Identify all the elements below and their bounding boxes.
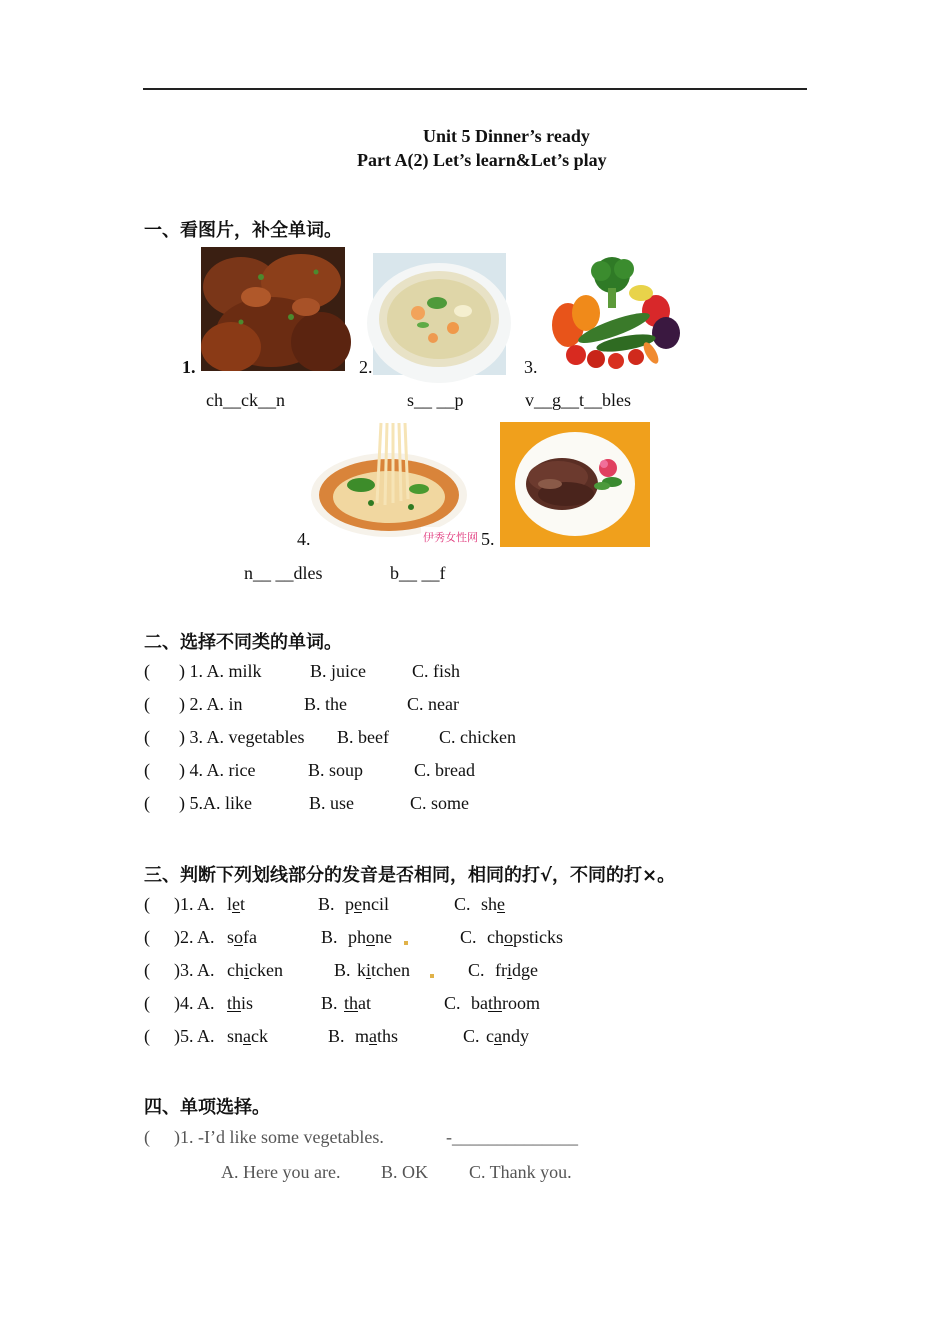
section4-heading: 四、单项选择。 bbox=[144, 1097, 270, 1118]
answer-paren[interactable]: ( bbox=[144, 661, 150, 681]
word-c: fridge bbox=[495, 960, 539, 980]
noodles-watermark: 伊秀女性网 bbox=[423, 531, 478, 544]
page-title: Unit 5 Dinner’s ready bbox=[423, 126, 590, 146]
question-option-a: ) 2. A. in bbox=[179, 694, 243, 714]
row-number: )2. A. bbox=[174, 927, 215, 947]
choice-a: A. Here you are. bbox=[221, 1162, 341, 1182]
answer-blank[interactable]: -______________ bbox=[446, 1127, 578, 1147]
question-option-a: ) 5.A. like bbox=[179, 793, 252, 813]
noodles-image bbox=[311, 423, 478, 547]
question-option-b: B. juice bbox=[310, 661, 366, 681]
word-c: she bbox=[481, 894, 506, 914]
option-c-label: C. bbox=[454, 894, 471, 914]
word-b: that bbox=[344, 993, 372, 1013]
word-a: this bbox=[227, 993, 254, 1013]
highlight-mark bbox=[404, 941, 408, 945]
word-a: snack bbox=[227, 1026, 269, 1046]
row-number: )5. A. bbox=[174, 1026, 215, 1046]
item1-number: 1. bbox=[182, 357, 196, 377]
top-rule bbox=[143, 88, 807, 90]
answer-paren[interactable]: ( bbox=[144, 1026, 150, 1046]
option-b-label: B. bbox=[321, 993, 338, 1013]
highlight-mark bbox=[430, 974, 434, 978]
question-option-c: C. chicken bbox=[439, 727, 516, 747]
option-b-label: B. bbox=[321, 927, 338, 947]
word-c: candy bbox=[486, 1026, 529, 1046]
vegetables-image bbox=[546, 253, 682, 375]
word-b: kitchen bbox=[357, 960, 410, 980]
item5-word: b__ __f bbox=[390, 563, 446, 583]
answer-paren[interactable]: ( bbox=[144, 793, 150, 813]
page-subtitle: Part A(2) Let’s learn&Let’s play bbox=[357, 150, 607, 170]
word-b: phone bbox=[348, 927, 392, 947]
question-option-a: ) 4. A. rice bbox=[179, 760, 256, 780]
question-option-c: C. near bbox=[407, 694, 459, 714]
option-b-label: B. bbox=[328, 1026, 345, 1046]
word-a: let bbox=[227, 894, 246, 914]
question-option-a: ) 1. A. milk bbox=[179, 661, 262, 681]
section2-heading: 二、选择不同类的单词。 bbox=[144, 632, 342, 653]
word-b: pencil bbox=[345, 894, 389, 914]
soup-bowl-image bbox=[373, 253, 506, 375]
roast-chicken-image bbox=[201, 247, 345, 375]
choice-c: C. Thank you. bbox=[469, 1162, 572, 1182]
choice-b: B. OK bbox=[381, 1162, 429, 1182]
answer-paren[interactable]: ( bbox=[144, 993, 150, 1013]
row-number: )3. A. bbox=[174, 960, 215, 980]
option-b-label: B. bbox=[318, 894, 335, 914]
question-option-c: C. fish bbox=[412, 661, 461, 681]
word-a: sofa bbox=[227, 927, 257, 947]
question-stem: )1. -I’d like some vegetables. bbox=[174, 1127, 384, 1147]
item4-word: n__ __dles bbox=[244, 563, 323, 583]
word-a: chicken bbox=[227, 960, 283, 980]
answer-paren[interactable]: ( bbox=[144, 694, 150, 714]
option-b-label: B. bbox=[334, 960, 351, 980]
question-option-b: B. use bbox=[309, 793, 354, 813]
option-c-label: C. bbox=[463, 1026, 480, 1046]
option-c-label: C. bbox=[444, 993, 461, 1013]
word-c: chopsticks bbox=[487, 927, 564, 947]
item4-number: 4. bbox=[297, 529, 311, 549]
item5-number: 5. bbox=[481, 529, 495, 549]
item2-word: s__ __p bbox=[407, 390, 464, 410]
item2-number: 2. bbox=[359, 357, 373, 377]
answer-paren[interactable]: ( bbox=[144, 927, 150, 947]
question-option-a: ) 3. A. vegetables bbox=[179, 727, 305, 747]
word-b: maths bbox=[355, 1026, 399, 1046]
row-number: )1. A. bbox=[174, 894, 215, 914]
question-option-c: C. some bbox=[410, 793, 470, 813]
answer-paren[interactable]: ( bbox=[144, 760, 150, 780]
item3-word: v__g__t__bles bbox=[525, 390, 631, 410]
question-option-b: B. beef bbox=[337, 727, 389, 747]
answer-paren[interactable]: ( bbox=[144, 1127, 150, 1147]
row-number: )4. A. bbox=[174, 993, 215, 1013]
section3-heading: 三、判断下列划线部分的发音是否相同，相同的打√，不同的打×。 bbox=[144, 865, 676, 886]
option-c-label: C. bbox=[468, 960, 485, 980]
answer-paren[interactable]: ( bbox=[144, 894, 150, 914]
answer-paren[interactable]: ( bbox=[144, 960, 150, 980]
item3-number: 3. bbox=[524, 357, 538, 377]
option-c-label: C. bbox=[460, 927, 477, 947]
beef-image bbox=[500, 422, 650, 547]
question-option-b: B. the bbox=[304, 694, 347, 714]
word-c: bathroom bbox=[471, 993, 541, 1013]
question-option-b: B. soup bbox=[308, 760, 364, 780]
answer-paren[interactable]: ( bbox=[144, 727, 150, 747]
section1-heading: 一、看图片，补全单词。 bbox=[144, 220, 342, 241]
question-option-c: C. bread bbox=[414, 760, 475, 780]
item1-word: ch__ck__n bbox=[206, 390, 285, 410]
